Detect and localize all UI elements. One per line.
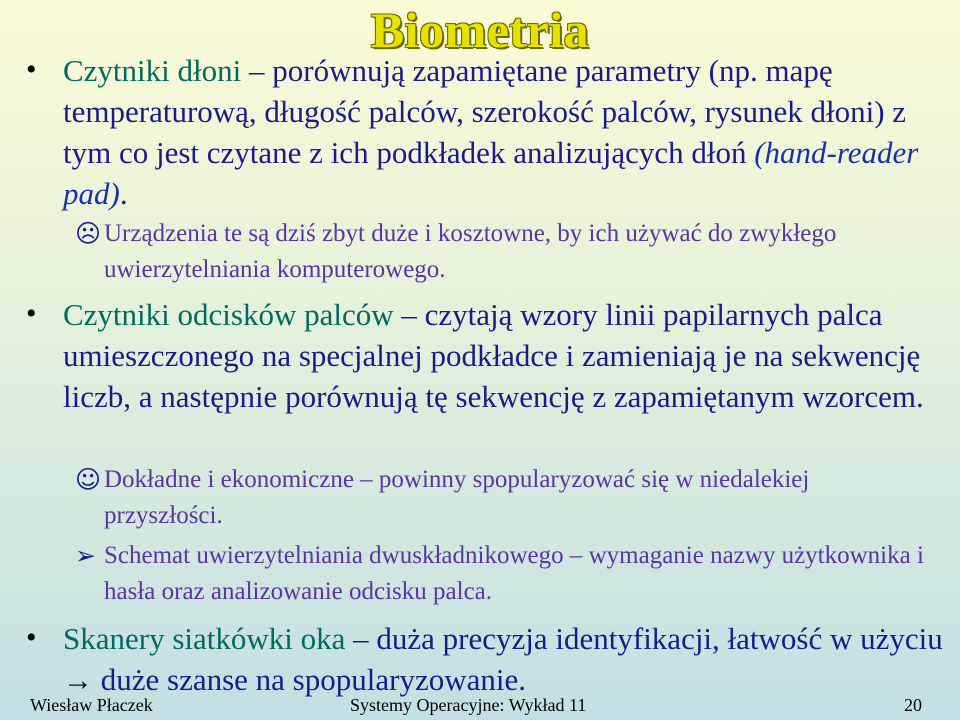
bullet-heading: Czytniki dłoni bbox=[63, 53, 242, 88]
bullet-end: . bbox=[119, 176, 128, 211]
bullet-text bbox=[63, 294, 943, 417]
sub-point-text: Schemat uwierzytelniania dwuskładnikowego – wymaganie nazwy użytkownika i hasła oraz analizowanie odcisku palca. bbox=[104, 542, 924, 605]
footer-page-number: 20 bbox=[904, 695, 922, 715]
right-arrow-icon: → bbox=[63, 664, 93, 697]
bullet-body: – porównują zapamiętane parametry (np. mapę temperaturową, długość palców, szerokość palców, rysunek dłoni) z tym co jest czytane z ich podkładek analizujących dłoń bbox=[63, 53, 907, 170]
sub-point-text: Dokładne i ekonomiczne – powinny spopularyzować się w niedalekiej przyszłości. bbox=[104, 466, 810, 529]
arrow-bullet-icon: ➢ bbox=[75, 541, 96, 570]
bullet-italic-term: (hand-reader pad) bbox=[63, 135, 919, 211]
bullet-heading: Czytniki odcisków palców bbox=[63, 297, 394, 332]
footer-author: Wiesław Płaczek bbox=[30, 695, 153, 715]
sub-point-text: Urządzenia te są dziś zbyt duże i kosztowne, by ich używać do zwykłego uwierzytelniania komputerowego. bbox=[104, 220, 837, 283]
bullet-text bbox=[63, 618, 943, 701]
bullet-body: – czytają wzory linii papilarnych palca umieszczonego na specjalnej podkładce i zamieniają je na sekwencję liczb, a następnie porównują tę sekwencję z zapamiętanym wzorcem. bbox=[63, 297, 924, 414]
bullet-body: – duża precyzja identyfikacji, łatwość w użyciu bbox=[345, 621, 943, 656]
bullet-dot: • bbox=[26, 297, 37, 330]
footer-course: Systemy Operacyjne: Wykład 11 bbox=[350, 695, 587, 715]
bullet-dot: • bbox=[26, 53, 37, 86]
bullet-heading: Skanery siatkówki oka bbox=[63, 621, 346, 656]
sad-face-icon: ☹ bbox=[75, 219, 102, 248]
bullet-dot: • bbox=[26, 621, 37, 654]
bullet-text bbox=[63, 50, 943, 214]
slide-title: Biometria bbox=[370, 2, 590, 58]
smiley-face-icon: ☺ bbox=[75, 465, 102, 494]
bullet-body-end: duże szanse na spopularyzowanie. bbox=[93, 662, 526, 697]
